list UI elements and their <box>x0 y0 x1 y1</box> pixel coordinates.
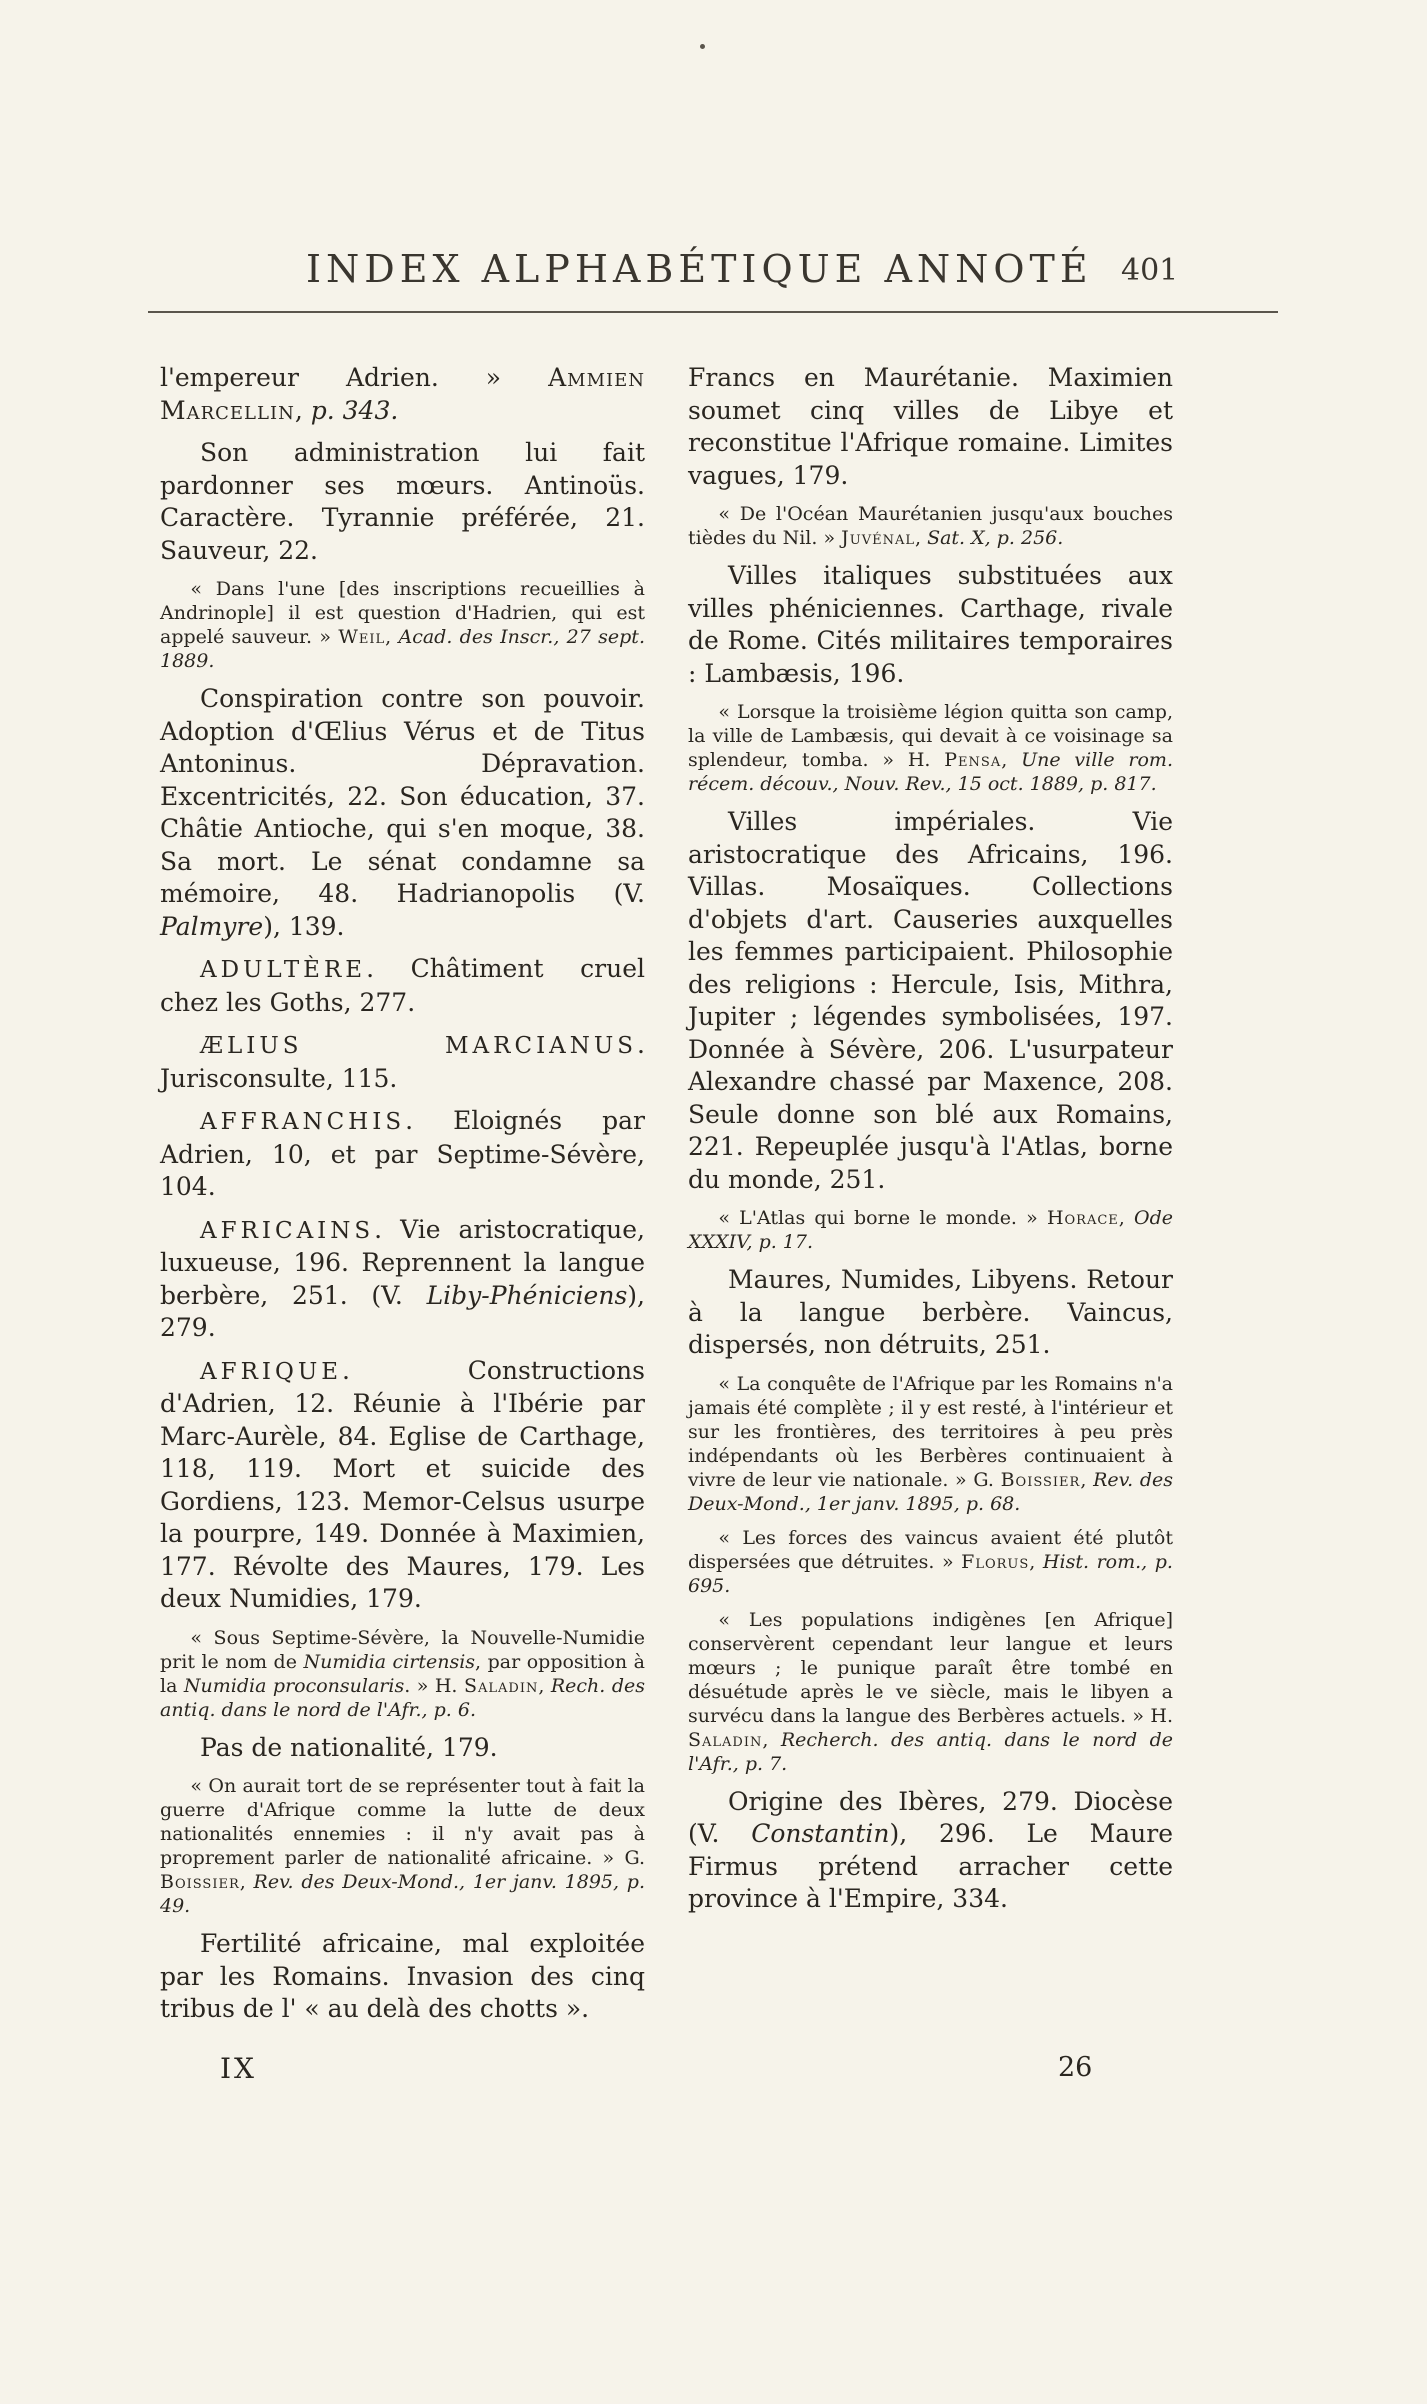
quote: « La conquête de l'Afrique par les Romains n'a jamais été complète ; il y est resté, à l'intérieur et sur les frontières, des territoires à peu près indépendants où les Berbères continuaient à vivre de leur vie nationale. » G. Boissier, Rev. des Deux-Mond., 1er janv. 1895, p. 68. <box>688 1372 1173 1515</box>
index-entry-affranchis: AFFRANCHIS. Eloignés par Adrien, 10, et par Septime-Sévère, 104. <box>160 1106 645 1201</box>
quote: « Lorsque la troisième légion quitta son camp, la ville de Lambæsis, qui devait à ce voisinage sa splendeur, tomba. » H. Pensa, Une ville rom. récem. découv., Nouv. Rev., 15 oct. 1889, p. 817. <box>688 701 1173 795</box>
index-entry-afrique: AFRIQUE. Constructions d'Adrien, 12. Réunie à l'Ibérie par Marc-Aurèle, 84. Eglise de Carthage, 118, 119. Mort et suicide des Gordiens, 123. Memor-Celsus usurpe la pourpre, 149. Donnée à Maximien, 177. Révolte des Maures, 179. Les deux Numidies, 179. <box>160 1355 645 1613</box>
entry-paragraph: Origine des Ibères, 279. Diocèse (V. Constantin), 296. Le Maure Firmus prétend arracher cette province à l'Empire, 334. <box>688 1786 1173 1913</box>
printer-mark <box>700 44 705 49</box>
header-rule <box>148 311 1278 313</box>
running-title: INDEX ALPHABÉTIQUE ANNOTÉ <box>306 247 1093 291</box>
entry-paragraph: Villes impériales. Vie aristocratique des Africains, 196. Villas. Mosaïques. Collections d'objets d'art. Causeries auxquelles les femmes participaient. Philosophie des religions : Hercule, Isis, Mithra, Jupiter ; légendes symbolisées, 197. Donnée à Sévère, 206. L'usurpateur Alexandre chassé par Maxence, 208. Seule donne son blé aux Romains, 221. Repeuplée jusqu'à l'Atlas, borne du monde, 251. <box>688 807 1173 1194</box>
entry-paragraph: Maures, Numides, Libyens. Retour à la langue berbère. Vaincus, dispersés, non détruits, 251. <box>688 1265 1173 1359</box>
left-column <box>160 362 645 2026</box>
right-column <box>688 362 1173 1916</box>
index-entry-aelius-marcianus: ÆLIUS MARCIANUS. Jurisconsulte, 115. <box>160 1030 645 1093</box>
entry-paragraph: Villes italiques substituées aux villes phéniciennes. Carthage, rivale de Rome. Cités militaires temporaires : Lambæsis, 196. <box>688 561 1173 688</box>
page-number: 401 <box>1121 253 1179 288</box>
quote: « De l'Océan Maurétanien jusqu'aux bouches tièdes du Nil. » Juvénal, Sat. X, p. 256. <box>688 503 1173 549</box>
page-header <box>0 247 1427 291</box>
entry-continuation: l'empereur Adrien. » Ammien Marcellin, p. 343. <box>160 363 645 425</box>
quote: « Sous Septime-Sévère, la Nouvelle-Numidie prit le nom de Numidia cirtensis, par opposition à la Numidia proconsularis. » H. Saladin, Rech. des antiq. dans le nord de l'Afr., p. 6. <box>160 1626 645 1721</box>
quote: « Les populations indigènes [en Afrique] conservèrent cependant leur langue et leurs mœurs ; le punique paraît être tombé en désuétude après le ve siècle, mais le libyen a survécu dans la langue des Berbères actuels. » H. Saladin, Recherch. des antiq. dans le nord de l'Afr., p. 7. <box>688 1608 1173 1775</box>
entry-paragraph: Conspiration contre son pouvoir. Adoption d'Œlius Vérus et de Titus Antoninus. Dépravation. Excentricités, 22. Son éducation, 37. Châtie Antioche, qui s'en moque, 38. Sa mort. Le sénat condamne sa mémoire, 48. Hadrianopolis (V. Palmyre), 139. <box>160 684 645 941</box>
quote: « L'Atlas qui borne le monde. » Horace, Ode XXXIV, p. 17. <box>688 1207 1173 1253</box>
quote: « Dans l'une [des inscriptions recueillies à Andrinople] il est question d'Hadrien, qui est appelé sauveur. » Weil, Acad. des Inscr., 27 sept. 1889. <box>160 578 645 672</box>
index-entry-adultere: ADULTÈRE. Châtiment cruel chez les Goths, 277. <box>160 954 645 1017</box>
entry-paragraph: Pas de nationalité, 179. <box>200 1732 498 1762</box>
page-footer <box>0 2052 1427 2088</box>
entry-keyword: AFRICAINS <box>200 1217 375 1244</box>
entry-paragraph: Fertilité africaine, mal exploitée par les Romains. Invasion des cinq tribus de l' « au delà des chotts ». <box>160 1929 645 2023</box>
entry-keyword: ÆLIUS MARCIANUS <box>200 1033 638 1059</box>
entry-paragraph: Francs en Maurétanie. Maximien soumet cinq villes de Libye et reconstitue l'Afrique romaine. Limites vagues, 179. <box>688 363 1173 490</box>
sheet-number: 26 <box>1058 2052 1093 2083</box>
entry-keyword: AFFRANCHIS <box>200 1109 406 1135</box>
entry-paragraph: Son administration lui fait pardonner ses mœurs. Antinoüs. Caractère. Tyrannie préférée, 21. Sauveur, 22. <box>160 438 645 565</box>
signature-mark: IX <box>220 2052 257 2085</box>
index-entry-africains: AFRICAINS. Vie aristocratique, luxueuse, 196. Reprennent la langue berbère, 251. (V. Liby-Phéniciens), 279. <box>160 1214 645 1342</box>
entry-keyword: ADULTÈRE <box>200 957 367 983</box>
quote: « Les forces des vaincus avaient été plutôt dispersées que détruites. » Florus, Hist. rom., p. 695. <box>688 1526 1173 1597</box>
quote: « On aurait tort de se représenter tout à fait la guerre d'Afrique comme la lutte de deux nationalités ennemies : il n'y avait pas à proprement parler de nationalité africaine. » G. Boissier, Rev. des Deux-Mond., 1er janv. 1895, p. 49. <box>160 1775 645 1917</box>
entry-keyword: AFRIQUE <box>200 1358 343 1385</box>
